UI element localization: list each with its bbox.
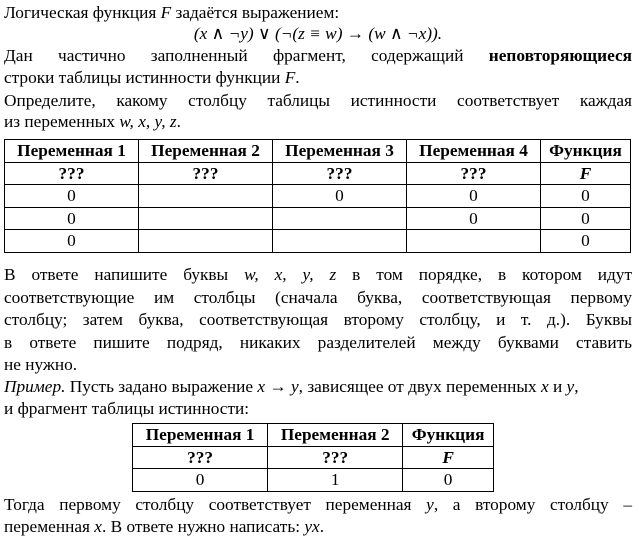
header-cell: Переменная 2: [268, 424, 403, 447]
table-cell: 0: [541, 185, 631, 208]
truth-table: [4, 139, 631, 253]
table-row: [5, 230, 631, 253]
label-cell: ???: [273, 162, 407, 185]
task-intro: [4, 2, 632, 24]
table-cell: [407, 230, 541, 253]
label-cell: ???: [139, 162, 273, 185]
example-table: [132, 423, 494, 492]
then-text: Тогда первому столбцу соответствует переменная: [4, 495, 427, 514]
then-text: переменная: [4, 517, 95, 536]
example-answer: yx: [304, 517, 320, 536]
then-text: , а второму столбцу –: [433, 495, 632, 514]
answer-text: в том порядке, в котором идут: [336, 265, 633, 284]
table-cell: 0: [407, 185, 541, 208]
example-text: Пусть задано выражение: [65, 377, 258, 396]
determine-line-2: [4, 111, 632, 133]
then-line-1: [4, 494, 632, 516]
variable-y: y: [426, 495, 434, 514]
period: .: [176, 112, 181, 131]
table-cell: 0: [541, 207, 631, 230]
example-expression: x → y: [257, 377, 299, 396]
function-label-cell: F: [541, 162, 631, 185]
example-text: , зависящее от двух переменных: [298, 377, 541, 396]
function-name: F: [160, 3, 172, 22]
table-row: [5, 185, 631, 208]
variable-x: x: [540, 377, 549, 396]
table-row: [5, 207, 631, 230]
table-cell: 0: [407, 207, 541, 230]
table-cell: 0: [5, 230, 139, 253]
determine-text: из переменных: [4, 112, 120, 131]
label-cell: ???: [407, 162, 541, 185]
header-cell: Переменная 2: [139, 140, 273, 163]
given-text-2: строки таблицы истинности функции: [4, 68, 285, 87]
table-cell: 1: [268, 469, 403, 492]
table-cell: 0: [5, 207, 139, 230]
variable-list: w, x, y, z: [119, 112, 177, 131]
answer-line-5: не нужно.: [4, 355, 78, 374]
answer-line-1: [4, 264, 632, 286]
given-line-2: [4, 67, 632, 89]
variable-y: y: [566, 377, 575, 396]
then-line-2: [4, 516, 632, 538]
given-text: Дан частично заполненный фрагмент, содержащий: [4, 46, 489, 65]
answer-line-2: соответствующие им столбцы (сначала буква, соответствующая первому: [4, 288, 632, 307]
table-header-row: [133, 424, 494, 447]
table-cell: 0: [5, 185, 139, 208]
function-name-2: F: [284, 68, 296, 87]
header-cell: Переменная 1: [5, 140, 139, 163]
table-cell: 0: [273, 185, 407, 208]
table-label-row: [5, 162, 631, 185]
determine-line-1: Определите, какому столбцу таблицы истинности соответствует каждая: [4, 91, 632, 110]
example-text: и: [548, 377, 567, 396]
label-cell: ???: [268, 446, 403, 469]
header-cell: Переменная 1: [133, 424, 268, 447]
table-header-row: [5, 140, 631, 163]
intro-text: Логическая функция: [4, 3, 161, 22]
table-cell: [139, 207, 273, 230]
table-label-row: [133, 446, 494, 469]
given-bold-word: неповторяющиеся: [488, 46, 632, 65]
formula: [4, 23, 632, 45]
period: .: [319, 517, 325, 536]
answer-line-4: в ответе пишите подряд, никаких разделителей между буквами ставить: [4, 333, 632, 352]
intro-text-end: задаётся выражением:: [171, 3, 340, 22]
formula-text: (x ∧ ¬y) ∨ (¬(z ≡ w) → (w ∧ ¬x)).: [193, 24, 443, 43]
label-cell: ???: [5, 162, 139, 185]
table-row: [133, 469, 494, 492]
label-cell: ???: [133, 446, 268, 469]
period: .: [295, 68, 300, 87]
table-cell: 0: [541, 230, 631, 253]
example-text: ,: [574, 377, 579, 396]
table-cell: [273, 230, 407, 253]
answer-text: В ответе напишите буквы: [4, 265, 245, 284]
header-cell: Переменная 4: [407, 140, 541, 163]
example-label: Пример.: [4, 377, 66, 396]
variable-x: x: [94, 517, 102, 536]
header-cell: Функция: [403, 424, 494, 447]
given-line-1: [4, 45, 632, 67]
function-label-cell: F: [403, 446, 494, 469]
table-cell: [273, 207, 407, 230]
header-cell: Функция: [541, 140, 631, 163]
table-cell: 0: [133, 469, 268, 492]
table-cell: [139, 230, 273, 253]
table-cell: [139, 185, 273, 208]
then-text: . В ответе нужно написать:: [101, 517, 305, 536]
example-line-2: и фрагмент таблицы истинности:: [4, 399, 250, 418]
answer-line-3: столбцу; затем буква, соответствующая второму столбцу, и т. д.). Буквы: [4, 310, 632, 329]
example-line-1: [4, 376, 632, 398]
header-cell: Переменная 3: [273, 140, 407, 163]
table-cell: 0: [403, 469, 494, 492]
variable-list: w, x, y, z: [244, 265, 337, 284]
